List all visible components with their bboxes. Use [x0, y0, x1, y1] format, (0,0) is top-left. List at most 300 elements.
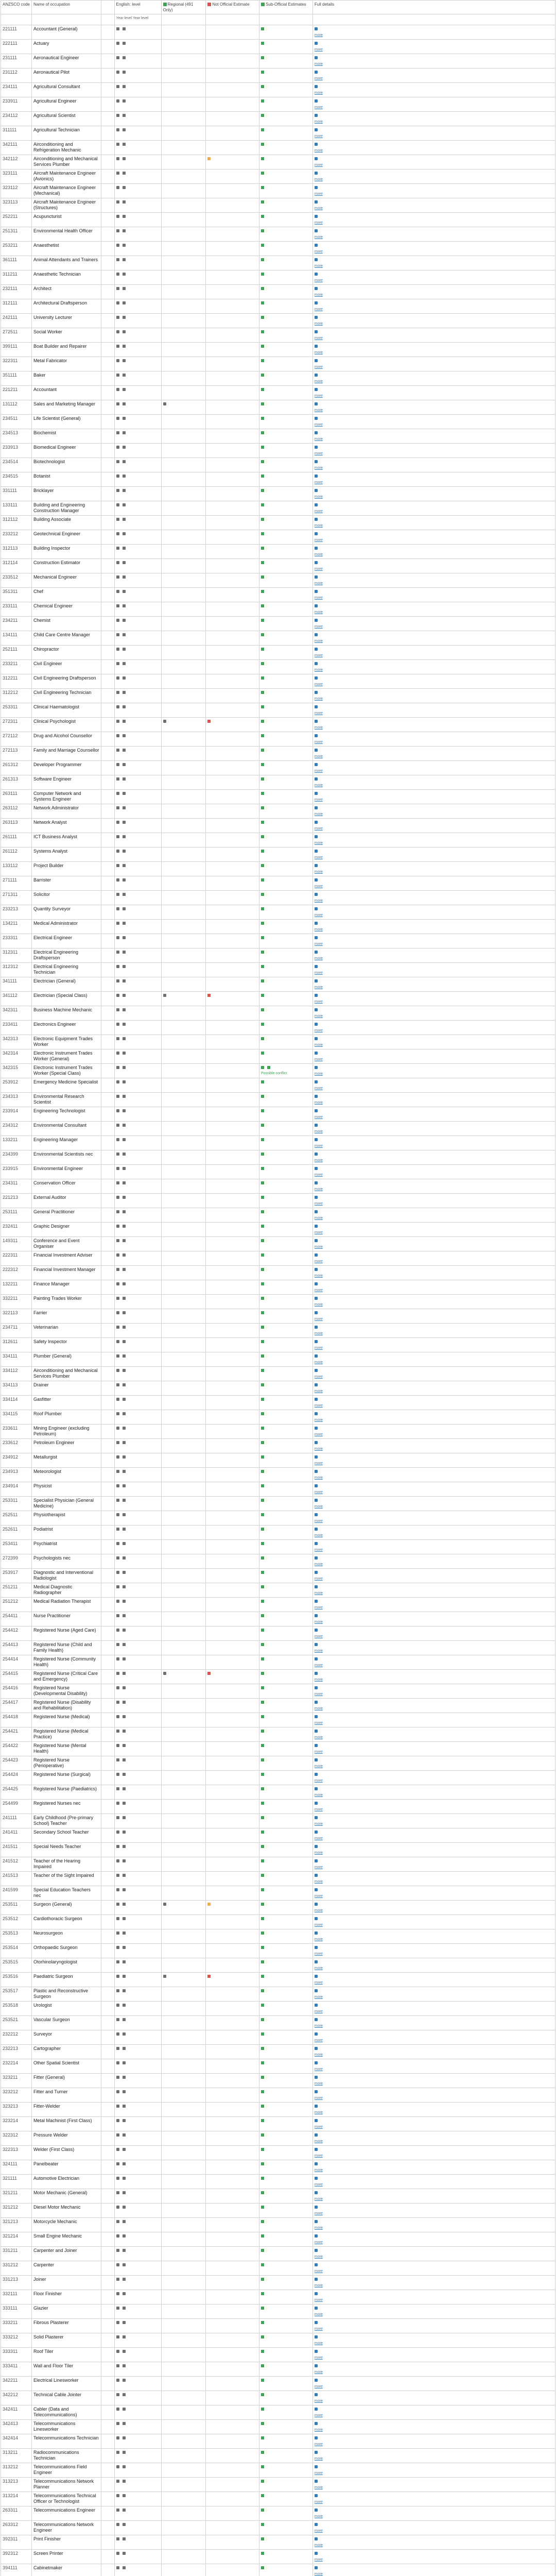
more-link[interactable]: more: [314, 91, 323, 95]
more-link[interactable]: more: [314, 1707, 323, 1710]
more-link[interactable]: more: [314, 149, 323, 152]
info-icon[interactable]: [315, 619, 318, 622]
info-icon[interactable]: [315, 648, 318, 651]
more-link[interactable]: more: [314, 1260, 323, 1263]
info-icon[interactable]: [315, 2393, 318, 2396]
more-link[interactable]: more: [314, 1462, 323, 1465]
info-icon[interactable]: [315, 128, 318, 131]
more-link[interactable]: more: [314, 1880, 323, 1884]
info-icon[interactable]: [315, 1196, 318, 1199]
more-link[interactable]: more: [314, 1072, 323, 1076]
more-link[interactable]: more: [314, 1433, 323, 1436]
info-icon[interactable]: [315, 1917, 318, 1920]
more-link[interactable]: more: [314, 2385, 323, 2388]
more-link[interactable]: more: [314, 2183, 323, 2187]
info-icon[interactable]: [315, 1153, 318, 1156]
info-icon[interactable]: [315, 489, 318, 492]
more-link[interactable]: more: [314, 1505, 323, 1509]
more-link[interactable]: more: [314, 1159, 323, 1162]
more-link[interactable]: more: [314, 1188, 323, 1191]
more-link[interactable]: more: [314, 1029, 323, 1032]
info-icon[interactable]: [315, 994, 318, 997]
info-icon[interactable]: [315, 2335, 318, 2338]
more-link[interactable]: more: [314, 163, 323, 167]
info-icon[interactable]: [315, 2018, 318, 2021]
info-icon[interactable]: [315, 157, 318, 160]
info-icon[interactable]: [315, 2133, 318, 2137]
info-icon[interactable]: [315, 2408, 318, 2411]
more-link[interactable]: more: [314, 1808, 323, 1811]
more-link[interactable]: more: [314, 1591, 323, 1595]
info-icon[interactable]: [315, 518, 318, 521]
info-icon[interactable]: [315, 1931, 318, 1935]
more-link[interactable]: more: [314, 553, 323, 556]
more-link[interactable]: more: [314, 668, 323, 672]
more-link[interactable]: more: [314, 596, 323, 600]
info-icon[interactable]: [315, 575, 318, 579]
more-link[interactable]: more: [314, 250, 323, 253]
more-link[interactable]: more: [314, 1014, 323, 1018]
more-link[interactable]: more: [314, 1837, 323, 1840]
more-link[interactable]: more: [314, 365, 323, 369]
more-link[interactable]: more: [314, 394, 323, 398]
info-icon[interactable]: [315, 1556, 318, 1560]
more-link[interactable]: more: [314, 1087, 323, 1090]
info-icon[interactable]: [315, 2249, 318, 2252]
info-icon[interactable]: [315, 1715, 318, 1718]
info-icon[interactable]: [315, 2379, 318, 2382]
info-icon[interactable]: [315, 1686, 318, 1689]
more-link[interactable]: more: [314, 351, 323, 354]
info-icon[interactable]: [315, 99, 318, 103]
more-link[interactable]: more: [314, 1822, 323, 1826]
info-icon[interactable]: [315, 474, 318, 478]
more-link[interactable]: more: [314, 841, 323, 845]
info-icon[interactable]: [315, 1340, 318, 1343]
info-icon[interactable]: [315, 273, 318, 276]
more-link[interactable]: more: [314, 2443, 323, 2446]
info-icon[interactable]: [315, 2191, 318, 2194]
more-link[interactable]: more: [314, 2024, 323, 2028]
more-link[interactable]: more: [314, 654, 323, 657]
more-link[interactable]: more: [314, 2039, 323, 2042]
more-link[interactable]: more: [314, 2428, 323, 2432]
info-icon[interactable]: [315, 2278, 318, 2281]
info-icon[interactable]: [315, 2307, 318, 2310]
more-link[interactable]: more: [314, 2111, 323, 2114]
info-icon[interactable]: [315, 56, 318, 59]
more-link[interactable]: more: [314, 2327, 323, 2331]
more-link[interactable]: more: [314, 582, 323, 585]
info-icon[interactable]: [315, 1225, 318, 1228]
more-link[interactable]: more: [314, 2269, 323, 2273]
more-link[interactable]: more: [314, 711, 323, 715]
more-link[interactable]: more: [314, 1375, 323, 1379]
more-link[interactable]: more: [314, 2197, 323, 2201]
info-icon[interactable]: [315, 1571, 318, 1574]
more-link[interactable]: more: [314, 2529, 323, 2533]
info-icon[interactable]: [315, 2509, 318, 2512]
info-icon[interactable]: [315, 792, 318, 795]
info-icon[interactable]: [315, 1181, 318, 1184]
more-link[interactable]: more: [314, 62, 323, 66]
more-link[interactable]: more: [314, 2356, 323, 2360]
more-link[interactable]: more: [314, 1202, 323, 1206]
more-link[interactable]: more: [314, 798, 323, 802]
info-icon[interactable]: [315, 633, 318, 636]
info-icon[interactable]: [315, 2162, 318, 2165]
more-link[interactable]: more: [314, 1058, 323, 1061]
info-icon[interactable]: [315, 2566, 318, 2569]
more-link[interactable]: more: [314, 1793, 323, 1797]
info-icon[interactable]: [315, 835, 318, 838]
more-link[interactable]: more: [314, 1736, 323, 1739]
info-icon[interactable]: [315, 1802, 318, 1805]
more-link[interactable]: more: [314, 1894, 323, 1898]
more-link[interactable]: more: [314, 134, 323, 138]
more-link[interactable]: more: [314, 2457, 323, 2461]
info-icon[interactable]: [315, 2523, 318, 2526]
more-link[interactable]: more: [314, 1563, 323, 1566]
info-icon[interactable]: [315, 1787, 318, 1790]
more-link[interactable]: more: [314, 2500, 323, 2504]
more-link[interactable]: more: [314, 1389, 323, 1393]
more-link[interactable]: more: [314, 2414, 323, 2417]
info-icon[interactable]: [315, 532, 318, 535]
info-icon[interactable]: [315, 143, 318, 146]
more-link[interactable]: more: [314, 2226, 323, 2230]
info-icon[interactable]: [315, 749, 318, 752]
more-link[interactable]: more: [314, 264, 323, 268]
more-link[interactable]: more: [314, 1577, 323, 1581]
info-icon[interactable]: [315, 503, 318, 506]
info-icon[interactable]: [315, 2148, 318, 2151]
more-link[interactable]: more: [314, 2544, 323, 2547]
more-link[interactable]: more: [314, 1447, 323, 1451]
more-link[interactable]: more: [314, 1332, 323, 1335]
info-icon[interactable]: [315, 229, 318, 232]
info-icon[interactable]: [315, 662, 318, 665]
info-icon[interactable]: [315, 359, 318, 362]
more-link[interactable]: more: [314, 207, 323, 210]
more-link[interactable]: more: [314, 2313, 323, 2316]
more-link[interactable]: more: [314, 2370, 323, 2374]
info-icon[interactable]: [315, 1066, 318, 1069]
more-link[interactable]: more: [314, 510, 323, 513]
info-icon[interactable]: [315, 864, 318, 867]
more-link[interactable]: more: [314, 1765, 323, 1768]
info-icon[interactable]: [315, 2480, 318, 2483]
more-link[interactable]: more: [314, 755, 323, 758]
more-link[interactable]: more: [314, 2154, 323, 2158]
more-link[interactable]: more: [314, 192, 323, 196]
info-icon[interactable]: [315, 2220, 318, 2223]
more-link[interactable]: more: [314, 697, 323, 701]
more-link[interactable]: more: [314, 1519, 323, 1523]
info-icon[interactable]: [315, 1600, 318, 1603]
more-link[interactable]: more: [314, 1938, 323, 1941]
more-link[interactable]: more: [314, 1635, 323, 1638]
info-icon[interactable]: [315, 1773, 318, 1776]
more-link[interactable]: more: [314, 1000, 323, 1004]
more-link[interactable]: more: [314, 235, 323, 239]
more-link[interactable]: more: [314, 827, 323, 831]
more-link[interactable]: more: [314, 1995, 323, 1999]
info-icon[interactable]: [315, 907, 318, 910]
info-icon[interactable]: [315, 1643, 318, 1646]
info-icon[interactable]: [315, 1268, 318, 1271]
info-icon[interactable]: [315, 1369, 318, 1372]
info-icon[interactable]: [315, 2350, 318, 2353]
info-icon[interactable]: [315, 734, 318, 737]
info-icon[interactable]: [315, 1758, 318, 1761]
more-link[interactable]: more: [314, 1043, 323, 1047]
info-icon[interactable]: [315, 2436, 318, 2439]
more-link[interactable]: more: [314, 2212, 323, 2215]
more-link[interactable]: more: [314, 1216, 323, 1220]
more-link[interactable]: more: [314, 1664, 323, 1667]
more-link[interactable]: more: [314, 1750, 323, 1754]
more-link[interactable]: more: [314, 625, 323, 629]
more-link[interactable]: more: [314, 178, 323, 181]
more-link[interactable]: more: [314, 1952, 323, 1956]
info-icon[interactable]: [315, 806, 318, 809]
more-link[interactable]: more: [314, 1101, 323, 1105]
more-link[interactable]: more: [314, 1620, 323, 1624]
info-icon[interactable]: [315, 2465, 318, 2468]
info-icon[interactable]: [315, 1441, 318, 1444]
info-icon[interactable]: [315, 2004, 318, 2007]
info-icon[interactable]: [315, 1975, 318, 1978]
more-link[interactable]: more: [314, 2125, 323, 2129]
info-icon[interactable]: [315, 850, 318, 853]
more-link[interactable]: more: [314, 409, 323, 412]
info-icon[interactable]: [315, 1095, 318, 1098]
info-icon[interactable]: [315, 1455, 318, 1459]
more-link[interactable]: more: [314, 885, 323, 888]
info-icon[interactable]: [315, 951, 318, 954]
info-icon[interactable]: [315, 1138, 318, 1141]
more-link[interactable]: more: [314, 1418, 323, 1422]
info-icon[interactable]: [315, 1629, 318, 1632]
info-icon[interactable]: [315, 878, 318, 882]
more-link[interactable]: more: [314, 308, 323, 311]
more-link[interactable]: more: [314, 1967, 323, 1970]
more-link[interactable]: more: [314, 452, 323, 455]
more-link[interactable]: more: [314, 2298, 323, 2302]
info-icon[interactable]: [315, 2263, 318, 2266]
info-icon[interactable]: [315, 1946, 318, 1949]
info-icon[interactable]: [315, 2076, 318, 2079]
info-icon[interactable]: [315, 316, 318, 319]
info-icon[interactable]: [315, 979, 318, 982]
info-icon[interactable]: [315, 446, 318, 449]
info-icon[interactable]: [315, 1124, 318, 1127]
info-icon[interactable]: [315, 1398, 318, 1401]
more-link[interactable]: more: [314, 611, 323, 614]
info-icon[interactable]: [315, 893, 318, 896]
more-link[interactable]: more: [314, 1909, 323, 1912]
info-icon[interactable]: [315, 1311, 318, 1314]
more-link[interactable]: more: [314, 1476, 323, 1480]
info-icon[interactable]: [315, 374, 318, 377]
info-icon[interactable]: [315, 1513, 318, 1516]
info-icon[interactable]: [315, 1484, 318, 1487]
info-icon[interactable]: [315, 1701, 318, 1704]
info-icon[interactable]: [315, 2364, 318, 2367]
more-link[interactable]: more: [314, 1289, 323, 1292]
info-icon[interactable]: [315, 1903, 318, 1906]
info-icon[interactable]: [315, 1874, 318, 1877]
more-link[interactable]: more: [314, 683, 323, 686]
info-icon[interactable]: [315, 1657, 318, 1660]
info-icon[interactable]: [315, 1427, 318, 1430]
info-icon[interactable]: [315, 2321, 318, 2324]
more-link[interactable]: more: [314, 2010, 323, 2013]
info-icon[interactable]: [315, 1744, 318, 1747]
info-icon[interactable]: [315, 431, 318, 434]
info-icon[interactable]: [315, 2451, 318, 2454]
more-link[interactable]: more: [314, 336, 323, 340]
info-icon[interactable]: [315, 1542, 318, 1545]
more-link[interactable]: more: [314, 2486, 323, 2489]
more-link[interactable]: more: [314, 2168, 323, 2172]
info-icon[interactable]: [315, 460, 318, 463]
info-icon[interactable]: [315, 172, 318, 175]
more-link[interactable]: more: [314, 1649, 323, 1653]
more-link[interactable]: more: [314, 293, 323, 297]
info-icon[interactable]: [315, 287, 318, 290]
info-icon[interactable]: [315, 1614, 318, 1617]
info-icon[interactable]: [315, 1109, 318, 1112]
more-link[interactable]: more: [314, 1692, 323, 1696]
info-icon[interactable]: [315, 1167, 318, 1170]
more-link[interactable]: more: [314, 2255, 323, 2259]
info-icon[interactable]: [315, 2177, 318, 2180]
more-link[interactable]: more: [314, 2572, 323, 2576]
more-link[interactable]: more: [314, 2096, 323, 2100]
info-icon[interactable]: [315, 1210, 318, 1213]
more-link[interactable]: more: [314, 726, 323, 730]
info-icon[interactable]: [315, 1383, 318, 1386]
more-link[interactable]: more: [314, 639, 323, 643]
more-link[interactable]: more: [314, 1851, 323, 1855]
more-link[interactable]: more: [314, 1317, 323, 1321]
info-icon[interactable]: [315, 1845, 318, 1848]
info-icon[interactable]: [315, 2422, 318, 2425]
info-icon[interactable]: [315, 215, 318, 218]
more-link[interactable]: more: [314, 437, 323, 441]
more-link[interactable]: more: [314, 769, 323, 773]
more-link[interactable]: more: [314, 524, 323, 528]
more-link[interactable]: more: [314, 1361, 323, 1364]
info-icon[interactable]: [315, 186, 318, 189]
more-link[interactable]: more: [314, 380, 323, 383]
more-link[interactable]: more: [314, 481, 323, 484]
more-link[interactable]: more: [314, 928, 323, 931]
info-icon[interactable]: [315, 547, 318, 550]
info-icon[interactable]: [315, 1960, 318, 1963]
more-link[interactable]: more: [314, 986, 323, 989]
more-link[interactable]: more: [314, 971, 323, 975]
more-link[interactable]: more: [314, 1779, 323, 1783]
info-icon[interactable]: [315, 200, 318, 204]
info-icon[interactable]: [315, 1859, 318, 1862]
info-icon[interactable]: [315, 561, 318, 564]
more-link[interactable]: more: [314, 466, 323, 470]
info-icon[interactable]: [315, 1499, 318, 1502]
info-icon[interactable]: [315, 1816, 318, 1819]
more-link[interactable]: more: [314, 1548, 323, 1552]
info-icon[interactable]: [315, 1282, 318, 1285]
more-link[interactable]: more: [314, 2284, 323, 2287]
more-link[interactable]: more: [314, 1144, 323, 1148]
info-icon[interactable]: [315, 42, 318, 45]
info-icon[interactable]: [315, 301, 318, 304]
info-icon[interactable]: [315, 2537, 318, 2540]
info-icon[interactable]: [315, 1888, 318, 1891]
info-icon[interactable]: [315, 85, 318, 88]
more-link[interactable]: more: [314, 495, 323, 499]
info-icon[interactable]: [315, 388, 318, 391]
info-icon[interactable]: [315, 345, 318, 348]
more-link[interactable]: more: [314, 2082, 323, 2086]
info-icon[interactable]: [315, 2119, 318, 2122]
info-icon[interactable]: [315, 2552, 318, 2555]
info-icon[interactable]: [315, 936, 318, 939]
more-link[interactable]: more: [314, 913, 323, 917]
more-link[interactable]: more: [314, 1534, 323, 1537]
info-icon[interactable]: [315, 777, 318, 781]
more-link[interactable]: more: [314, 2342, 323, 2345]
info-icon[interactable]: [315, 1354, 318, 1358]
more-link[interactable]: more: [314, 1981, 323, 1985]
info-icon[interactable]: [315, 258, 318, 261]
info-icon[interactable]: [315, 71, 318, 74]
info-icon[interactable]: [315, 720, 318, 723]
more-link[interactable]: more: [314, 120, 323, 124]
more-link[interactable]: more: [314, 1346, 323, 1350]
more-link[interactable]: more: [314, 1678, 323, 1682]
more-link[interactable]: more: [314, 2053, 323, 2057]
info-icon[interactable]: [315, 330, 318, 333]
more-link[interactable]: more: [314, 1115, 323, 1119]
more-link[interactable]: more: [314, 784, 323, 787]
info-icon[interactable]: [315, 590, 318, 593]
more-link[interactable]: more: [314, 221, 323, 225]
more-link[interactable]: more: [314, 2140, 323, 2143]
more-link[interactable]: more: [314, 1274, 323, 1278]
info-icon[interactable]: [315, 1297, 318, 1300]
more-link[interactable]: more: [314, 899, 323, 903]
more-link[interactable]: more: [314, 740, 323, 744]
more-link[interactable]: more: [314, 957, 323, 960]
info-icon[interactable]: [315, 2090, 318, 2093]
info-icon[interactable]: [315, 1253, 318, 1257]
info-icon[interactable]: [315, 244, 318, 247]
info-icon[interactable]: [315, 1672, 318, 1675]
more-link[interactable]: more: [314, 2558, 323, 2562]
more-link[interactable]: more: [314, 1231, 323, 1234]
info-icon[interactable]: [315, 1470, 318, 1473]
more-link[interactable]: more: [314, 1404, 323, 1408]
info-icon[interactable]: [315, 922, 318, 925]
more-link[interactable]: more: [314, 870, 323, 874]
more-link[interactable]: more: [314, 2399, 323, 2403]
info-icon[interactable]: [315, 604, 318, 607]
more-link[interactable]: more: [314, 942, 323, 946]
info-icon[interactable]: [315, 27, 318, 30]
